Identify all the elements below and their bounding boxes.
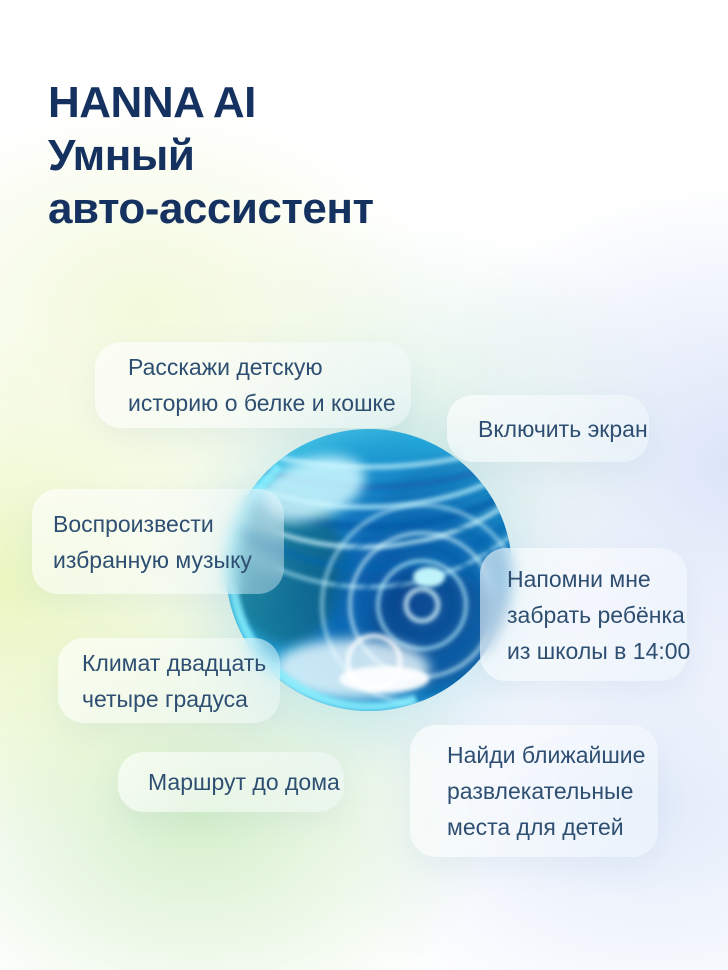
bubble-line: историю о белке и кошке xyxy=(128,390,396,416)
bubble-line: Маршрут до дома xyxy=(148,769,340,795)
page-title xyxy=(48,76,374,235)
bubble-line: развлекательные xyxy=(447,778,634,804)
bubble-line: Напомни мне xyxy=(507,565,651,592)
bubble-music xyxy=(32,489,284,594)
bubble-story xyxy=(95,342,411,428)
bubble-line: забрать ребёнка xyxy=(507,601,685,628)
bubble-climate xyxy=(58,638,280,723)
bubble-route xyxy=(118,752,344,812)
bubble-line: Климат двадцать xyxy=(82,649,267,676)
bubble-line: избранную музыку xyxy=(53,546,252,573)
bubble-line: места для детей xyxy=(447,814,624,840)
bubble-reminder xyxy=(480,548,691,681)
bubble-line: из школы в 14:00 xyxy=(507,637,691,664)
bubble-line: Расскажи детскую xyxy=(128,354,323,380)
bubble-places xyxy=(410,725,658,857)
bubble-screen-on xyxy=(447,395,649,462)
bubble-line: Воспроизвести xyxy=(53,510,214,537)
subtitle-line-1: Умный xyxy=(48,131,195,180)
brand-title: HANNA AI xyxy=(48,78,256,127)
subtitle-line-2: авто-ассистент xyxy=(48,184,374,233)
bubble-line: четыре градуса xyxy=(82,685,248,712)
bubble-line: Включить экран xyxy=(478,415,648,442)
bubble-line: Найди ближайшие xyxy=(447,742,646,768)
